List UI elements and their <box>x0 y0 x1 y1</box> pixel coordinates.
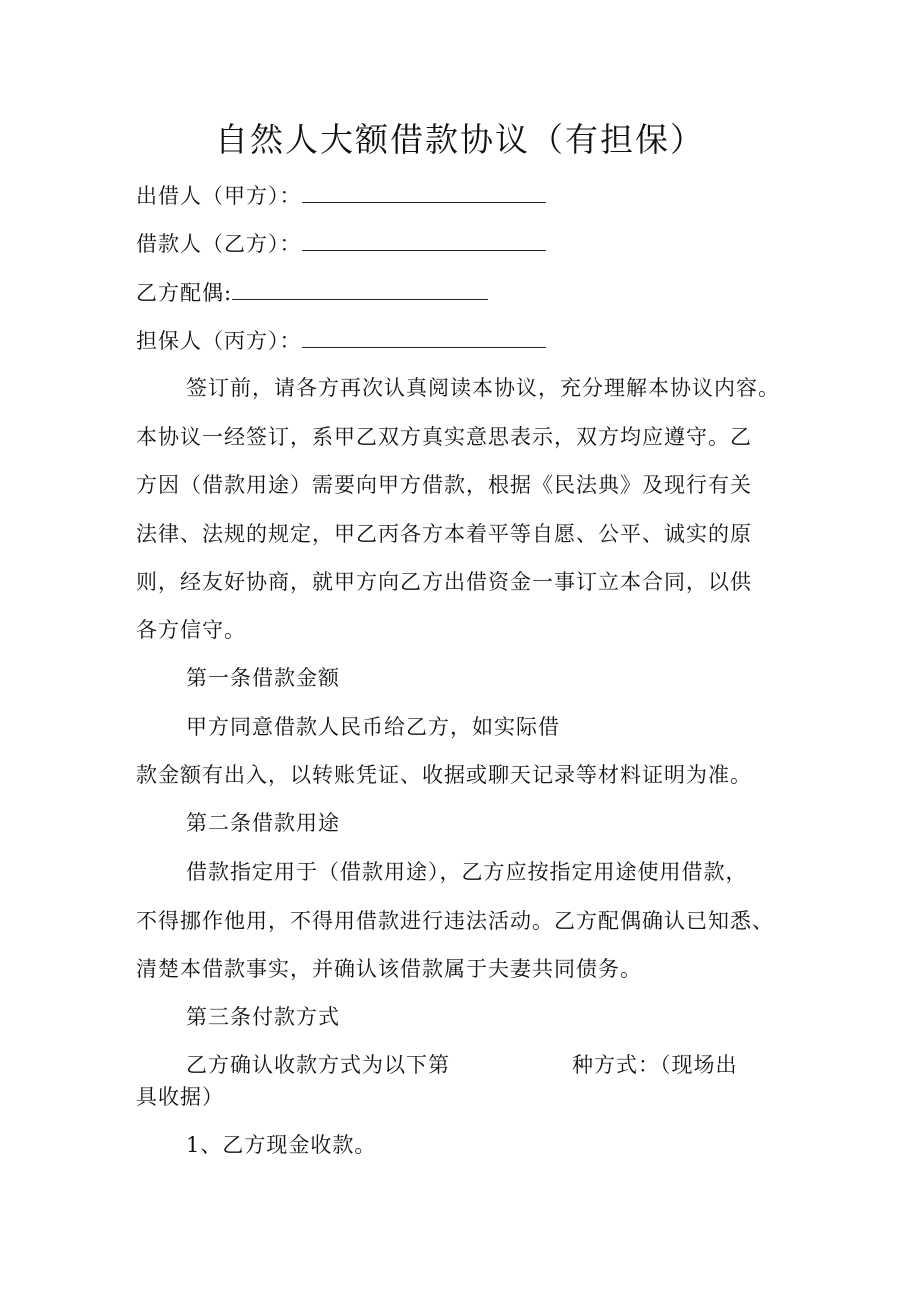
lender-blank <box>302 180 546 203</box>
article2-line: 清楚本借款事实，并确认该借款属于夫妻共同债务。 <box>136 957 642 981</box>
borrower-label: 借款人（乙方）： <box>136 232 302 256</box>
preamble-line: 方因（借款用途）需要向甲方借款，根据《民法典》及现行有关 <box>136 473 752 497</box>
preamble-line: 签订前，请各方再次认真阅读本协议，充分理解本协议内容。 <box>186 376 780 400</box>
lender-label: 出借人（甲方）： <box>136 184 302 208</box>
guarantor-label: 担保人（丙方）： <box>136 329 302 353</box>
spouse-label: 乙方配偶: <box>136 281 233 305</box>
borrower-blank <box>302 228 546 251</box>
article3-line: 具收据） <box>136 1085 224 1109</box>
article2-heading: 第二条借款用途 <box>186 811 340 835</box>
article3-method-line <box>186 1050 738 1080</box>
document-title: 自然人大额借款协议（有担保） <box>215 120 705 159</box>
article1-line: 款金额有出入，以转账凭证、收据或聊天记录等材料证明为准。 <box>136 763 752 787</box>
article1-heading: 第一条借款金额 <box>186 666 340 690</box>
borrower-field <box>136 228 546 259</box>
article2-line: 借款指定用于（借款用途），乙方应按指定用途使用借款， <box>186 860 748 884</box>
article3-item: 1、乙方现金收款。 <box>186 1133 377 1157</box>
preamble-line: 则，经友好协商，就甲方向乙方出借资金一事订立本合同，以供 <box>136 570 752 594</box>
spouse-field <box>136 277 488 308</box>
article3-method-text-2: 种方式：（现场出 <box>572 1053 738 1077</box>
article3-method-text: 乙方确认收款方式为以下第 <box>186 1053 450 1077</box>
preamble-line: 法律、法规的规定，甲乙丙各方本着平等自愿、公平、诚实的原 <box>136 522 752 546</box>
lender-field <box>136 180 546 211</box>
preamble-line: 各方信守。 <box>136 618 246 642</box>
guarantor-blank <box>302 325 546 348</box>
guarantor-field <box>136 325 546 356</box>
article1-line: 甲方同意借款人民币给乙方，如实际借 <box>186 715 560 739</box>
article2-line: 不得挪作他用，不得用借款进行违法活动。乙方配偶确认已知悉、 <box>136 909 774 933</box>
spouse-blank <box>232 277 488 300</box>
article3-heading: 第三条付款方式 <box>186 1005 340 1029</box>
preamble-line: 本协议一经签订，系甲乙双方真实意思表示，双方均应遵守。乙 <box>136 425 752 449</box>
